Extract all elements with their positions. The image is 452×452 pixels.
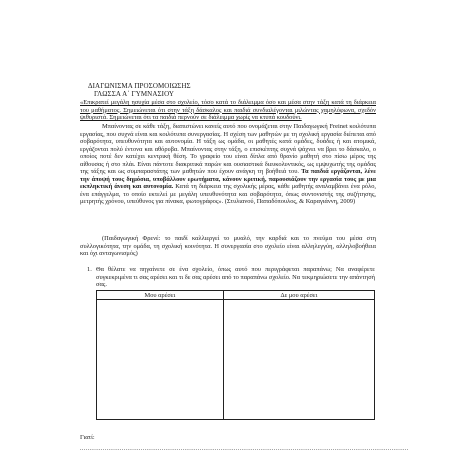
col-header-dislike: Δε μου αρέσει [223,291,374,300]
passage-paragraph-1: «Επικρατεί μεγάλη ησυχία μέσα στο σχολείο, τόσο κατά το διάλειμμα όσο και μέσα στην τάξη κατά τη διάρκεια του μαθήματος. Σημειώνεται ότι στην τάξη δάσκαλος και παιδιά συνδιαλέγονται μιλώντας χαμηλόφωνα, σχεδόν ψιθυριστά. Σημειώνεται ότι τα παιδιά περνούν σε διάλειμμα χωρίς να κτυπά κουδούνι. [80,99,376,121]
passage-paragraph-2-text: Μπαίνοντας σε κάθε τάξη, διαπιστώνει κανείς αυτό που ονομάζεται στην Παιδαγωγική Freinet κοιλότυπα εργασίας, που συχνά είναι και κοιλότυπα συνεργασίας. Η σχέση των μαθητών με τη σχολική εργασία διέπεται από σοβαρότητα, υπευθυνότητα και αυτονομία. Η τάξη ως ομάδα, οι μαθητές κατά ομάδες, δυάδες ή και ατομικά, εργάζονται πολύ έντονα και αθόρυβα. Μπαίνοντας στην τάξη, ο επισκέπτης συχνά ψάχνει να βρει το δάσκαλο, ο οποίος ποτέ δεν κατέχει κεντρική θέση. Το γραφείο του είναι δίπλα από θρανίο μαθητή στο πίσω μέρος της αίθουσας ή στο πλάι. Είναι πάντοτε διακριτικά παρών και ουσιαστικά διευκολυντικός, ως εμψυχωτής της ομάδας της τάξης και ως συμπαραστάτης των μαθητών που έχουν ανάγκη τη βοήθειά του. [80,123,376,175]
answer-line[interactable]: ............................................................................................................................................................................. [80,446,409,452]
passage-paragraph-2 [80,123,376,206]
exam-subtitle: ΓΛΩΣΣΑ Α΄ ΓΥΜΝΑΣΙΟΥ [94,90,175,98]
col-header-like: Μου αρέσει [97,291,224,300]
answer-cell-like[interactable] [97,300,224,420]
answer-cell-dislike[interactable] [223,300,374,420]
passage-paragraph-2-end: Κατά τη διάρκεια της σχολικής μέρας, κάθε μαθητής αναλαμβάνει ένα ρόλο, ένα επάγγελμα, το οποίο εκτελεί με μεγάλη υπευθυνότητα και σοβαρότητα, όπως συντονιστής της συζήτησης, μετρητής χρόνου, υπεύθυνος για πίνακα, φωτογράφος». (Στυλιανού, Παπαδόπουλος, & Καραγιάννη, 2009) [80,183,376,205]
likes-dislikes-table [96,290,375,420]
passage-bold-sentence: Τα παιδιά εργάζονται, λένε την άποψή τους δημόσια, υποβάλλουν ερωτήματα, κάνουν κριτική, παρουσιάζουν την εργασία τους με μια εκπληκτική άνεση και αυτονομία. [80,168,376,190]
exam-title: ΔΙΑΓΩΝΙΣΜΑ ΠΡΟΣΟΜΟΙΩΣΗΣ [88,82,191,90]
question-number: 1. [87,266,92,273]
passage-note: (Παιδαγωγική Φρενέ: το παιδί καλλιεργεί το μυαλό, την καρδιά και το πνεύμα του μέσα στη συλλογικότητα, την ομάδα, τη σχολική κοινότητα. Η συνεργασία στο σχολείο είναι αλληλεγγύη, αλληλοβοήθεια και όχι ανταγωνισμός) [80,235,376,257]
question-text: Θα θέλατε να πηγαίνετε σε ένα σχολείο, όπως αυτό που περιγράφεται παραπάνω; Να αναφέρετε συγκεκριμένα τι σας αρέσει και τι δε σας αρέσει από το παραπάνω σχολείο. Να τεκμηριώσετε την απάντησή σας. [96,266,375,288]
why-label: Γιατί: [80,434,95,441]
